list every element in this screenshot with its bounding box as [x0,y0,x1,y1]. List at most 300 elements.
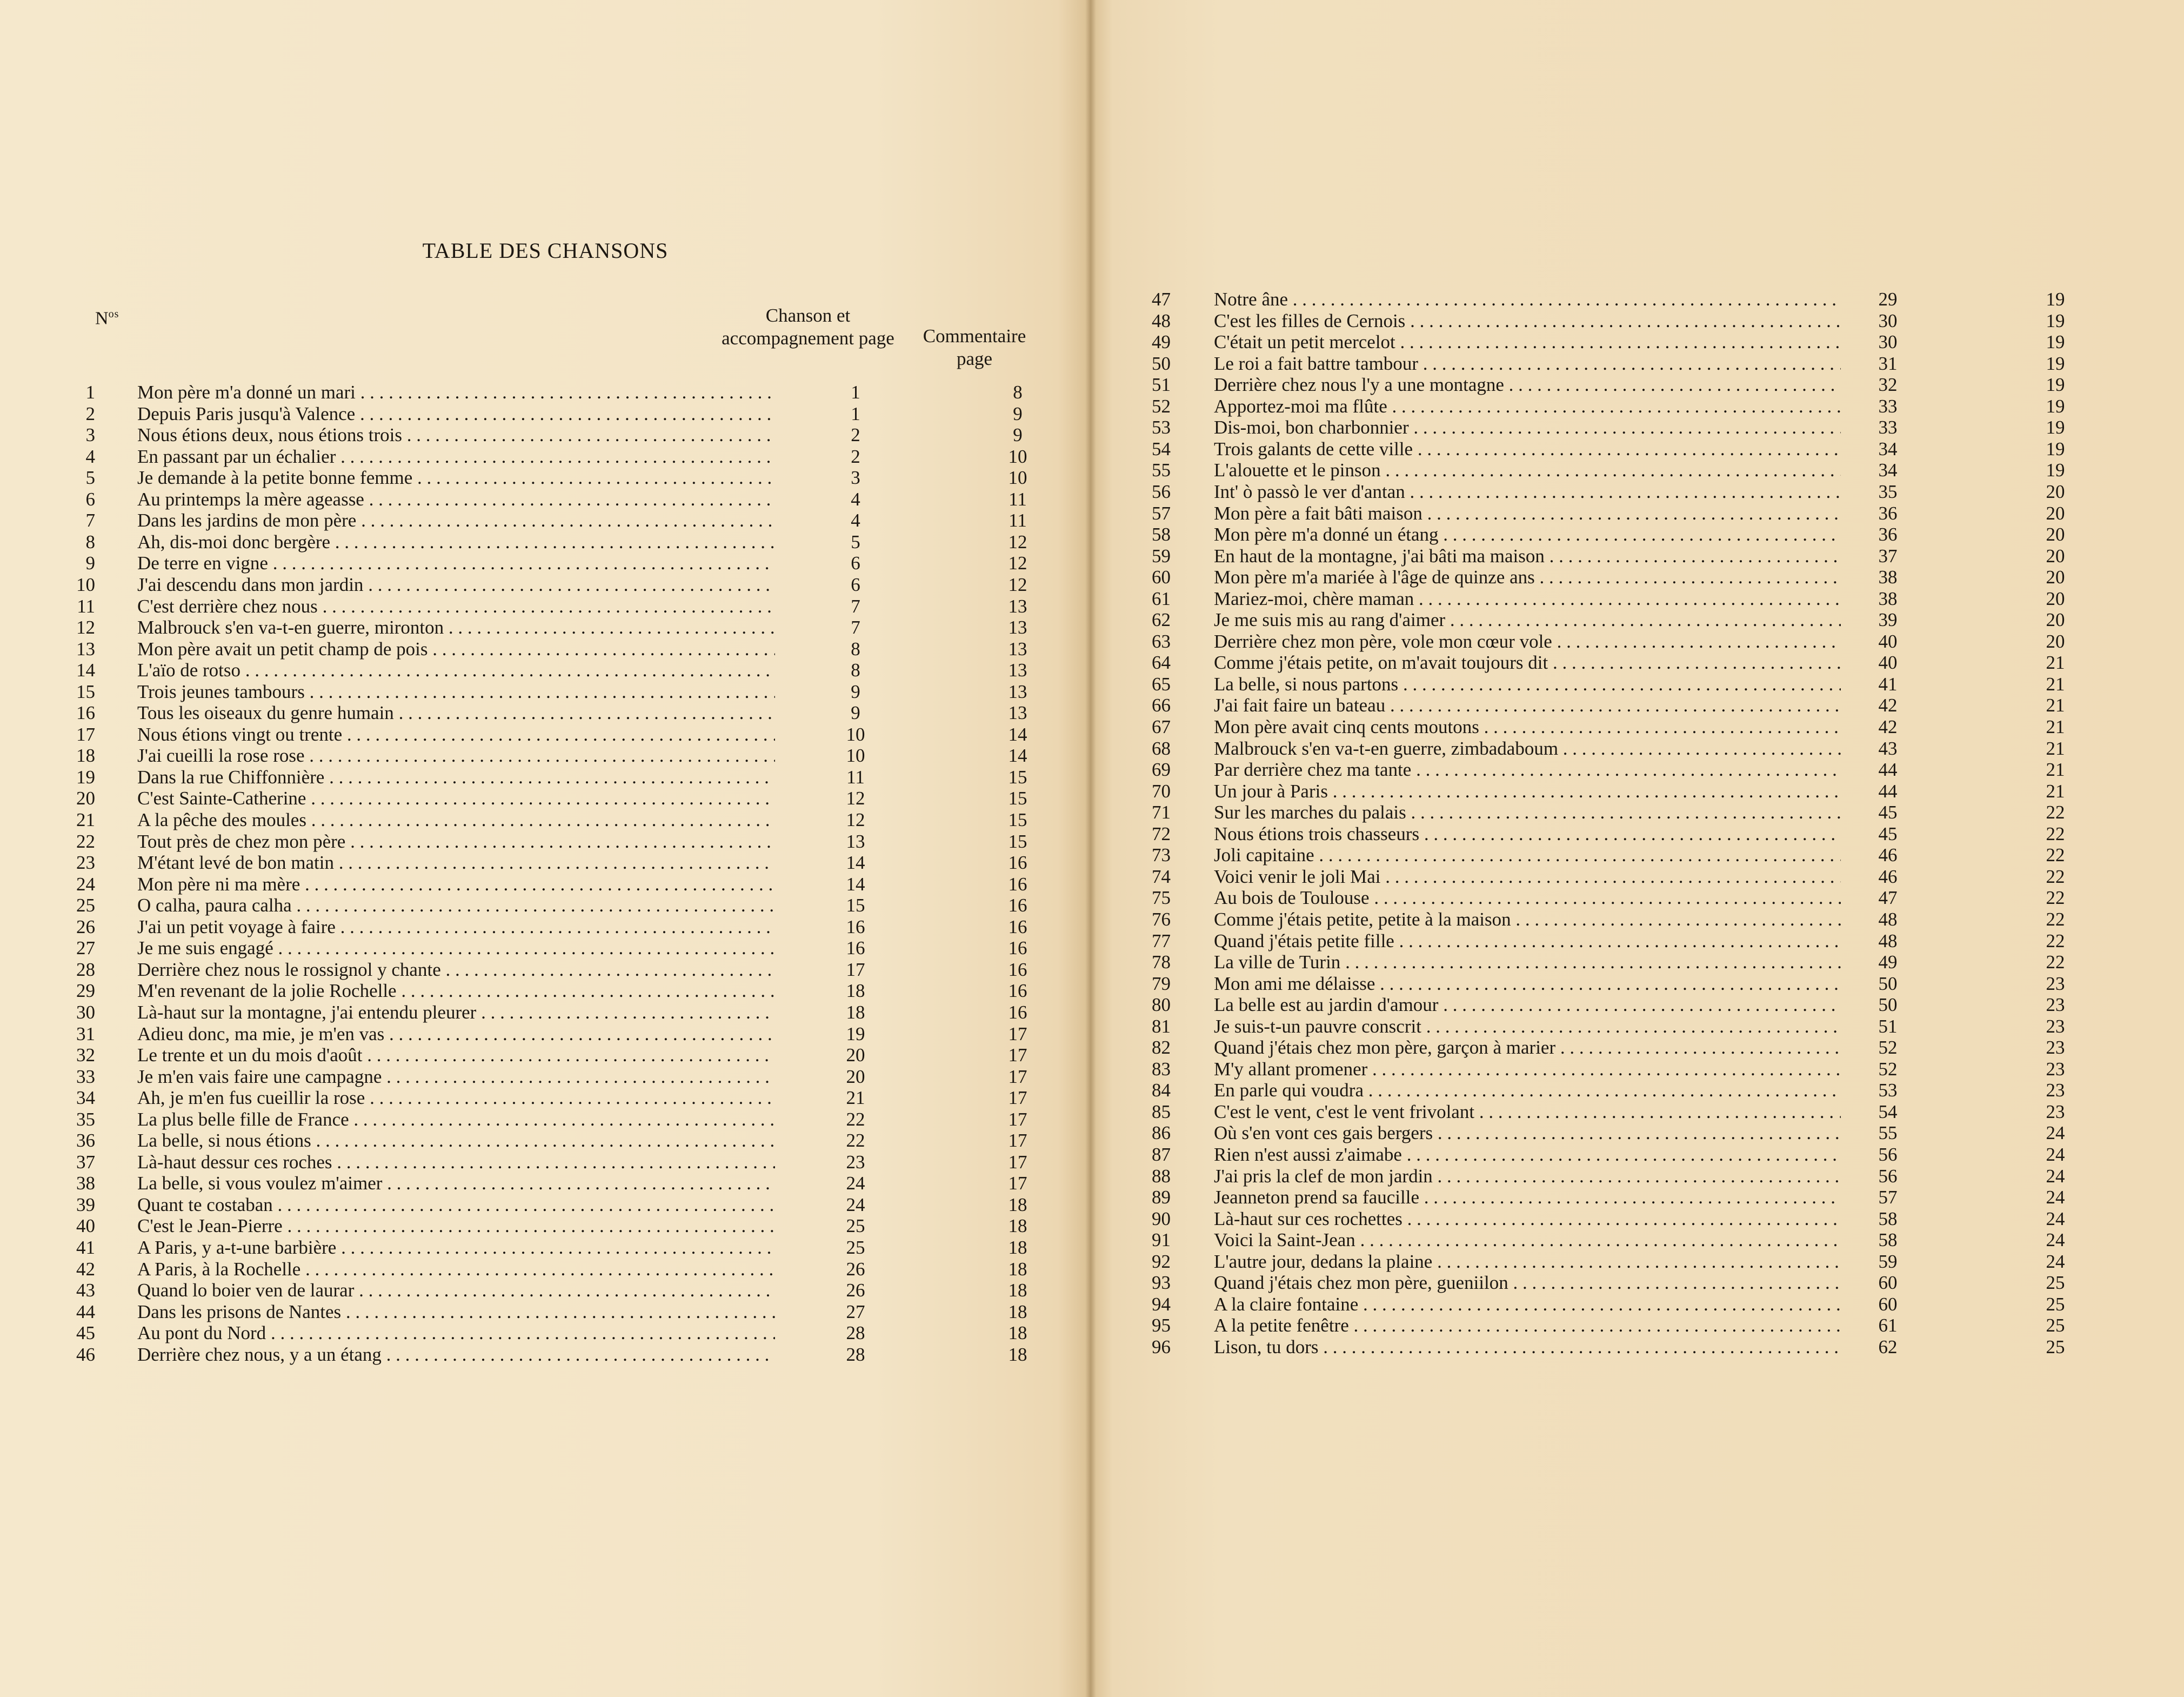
song-entry-row [41,1344,1046,1366]
chanson-page-number: 33 [1878,417,1898,438]
song-number: 74 [1152,866,1171,887]
song-entry-row [1117,674,2143,695]
song-entry-row [1117,1251,2143,1273]
song-title: Le trente et un du mois d'août . . . [137,1044,775,1066]
song-number: 93 [1152,1272,1171,1294]
chanson-page-number: 44 [1878,780,1898,802]
commentaire-page-number: 24 [2046,1250,2065,1272]
song-title: Rien n'est aussi z'aimabe . . . [1214,1144,1841,1166]
chanson-page-number: 52 [1878,1037,1898,1059]
commentaire-page-number: 18 [1008,1280,1027,1301]
song-entry-row [1117,374,2143,396]
commentaire-page-number: 21 [2046,673,2065,695]
song-title: Au printemps la mère ageasse . . . [137,489,775,510]
song-title: A la petite fenêtre . . . [1214,1315,1841,1336]
chanson-page-number: 40 [1878,630,1898,652]
song-title: Mon ami me délaisse . . . [1214,973,1841,995]
song-entry-row [41,937,1046,959]
song-number: 48 [1152,310,1171,331]
song-title: C'est derrière chez nous . . . [137,596,775,617]
chanson-page-number: 46 [1878,844,1898,866]
commentaire-page-number: 17 [1008,1173,1027,1194]
song-title: La ville de Turin . . . [1214,951,1841,973]
song-title: C'est Sainte-Catherine . . . [137,788,775,809]
song-entry-row [41,489,1046,510]
commentaire-page-number: 21 [2046,716,2065,737]
column-header-numbers-letter: N [95,308,109,329]
song-number: 50 [1152,352,1171,374]
song-title: C'est le Jean-Pierre . . . [137,1215,775,1237]
chanson-page-number: 15 [846,895,865,916]
song-entry-row [1117,1272,2143,1294]
commentaire-page-number: 23 [2046,1080,2065,1101]
chanson-page-number: 28 [846,1322,865,1344]
song-title: Quand j'étais chez mon père, gueniilon . . . [1214,1272,1841,1294]
commentaire-page-number: 19 [2046,438,2065,460]
commentaire-page-number: 24 [2046,1208,2065,1229]
chanson-page-number: 10 [846,745,865,767]
song-number: 28 [76,959,95,980]
chanson-page-number: 27 [846,1301,865,1322]
song-title: A Paris, y a-t-une barbière . . . [137,1237,775,1259]
song-entry-row [1117,951,2143,973]
song-entry-row [41,1023,1046,1045]
song-title: J'ai un petit voyage à faire . . . [137,916,775,938]
song-entry-row [1117,289,2143,310]
song-entry-row [41,852,1046,874]
song-entry-row [1117,1080,2143,1101]
commentaire-page-number: 22 [2046,866,2065,887]
song-title: Mon père m'a donné un mari . . . [137,382,775,403]
song-number: 38 [76,1173,95,1194]
commentaire-page-number: 11 [1008,488,1027,510]
song-number: 66 [1152,695,1171,716]
chanson-page-number: 33 [1878,395,1898,417]
song-title: La belle est au jardin d'amour . . . [1214,994,1841,1016]
song-number: 20 [76,788,95,809]
song-title: La belle, si nous étions . . . [137,1130,775,1152]
chanson-page-number: 5 [851,531,860,553]
song-entry-row [1117,1059,2143,1080]
song-entry-row [41,1173,1046,1194]
song-number: 49 [1152,331,1171,353]
song-number: 33 [76,1066,95,1087]
song-number: 65 [1152,673,1171,695]
song-title: J'ai fait faire un bateau . . . [1214,695,1841,716]
song-title: Où s'en vont ces gais bergers . . . [1214,1122,1841,1144]
song-title: M'étant levé de bon matin . . . [137,852,775,874]
song-number: 10 [76,574,95,595]
commentaire-page-number: 19 [2046,331,2065,353]
chanson-page-number: 6 [851,574,860,595]
song-entry-row [41,809,1046,831]
commentaire-page-number: 20 [2046,502,2065,524]
chanson-page-number: 42 [1878,716,1898,737]
chanson-page-number: 34 [1878,460,1898,481]
song-title: Tout près de chez mon père . . . [137,831,775,853]
song-entry-row [41,1152,1046,1173]
song-entry-row [1117,353,2143,375]
commentaire-page-number: 13 [1008,617,1027,638]
song-number: 37 [76,1151,95,1173]
song-entry-row [41,916,1046,938]
chanson-page-number: 14 [846,852,865,874]
commentaire-page-number: 17 [1008,1130,1027,1152]
commentaire-page-number: 24 [2046,1165,2065,1187]
song-number: 52 [1152,395,1171,417]
commentaire-page-number: 20 [2046,524,2065,545]
song-title: Par derrière chez ma tante . . . [1214,759,1841,781]
song-entry-row [1117,866,2143,888]
song-entry-row [1117,844,2143,866]
song-entry-row [41,959,1046,981]
song-title: Ah, dis-moi donc bergère . . . [137,531,775,553]
chanson-page-number: 36 [1878,502,1898,524]
commentaire-page-number: 9 [1013,403,1023,424]
song-entry-row [41,660,1046,681]
commentaire-page-number: 17 [1008,1087,1027,1109]
song-title: Nous étions vingt ou trente . . . [137,724,775,746]
song-number: 94 [1152,1293,1171,1315]
song-entry-row [1117,652,2143,674]
song-entry-row [41,1066,1046,1088]
song-title: Mon père m'a mariée à l'âge de quinze ans . . . [1214,567,1841,588]
chanson-page-number: 30 [1878,331,1898,353]
chanson-page-number: 45 [1878,802,1898,823]
commentaire-page-number: 25 [2046,1336,2065,1357]
chanson-page-number: 36 [1878,524,1898,545]
chanson-page-number: 28 [846,1343,865,1365]
song-entry-row [41,1259,1046,1280]
chanson-page-number: 56 [1878,1165,1898,1187]
song-entry-row [1117,716,2143,738]
song-entry-row [41,1109,1046,1130]
commentaire-page-number: 24 [2046,1229,2065,1251]
commentaire-page-number: 20 [2046,609,2065,631]
song-number: 43 [76,1280,95,1301]
commentaire-page-number: 21 [2046,780,2065,802]
song-title: O calha, paura calha . . . [137,895,775,916]
song-title: Là-haut sur ces rochettes . . . [1214,1208,1841,1230]
commentaire-page-number: 25 [2046,1272,2065,1294]
page-title: TABLE DES CHANSONS [422,238,669,263]
song-number: 31 [76,1023,95,1044]
song-number: 54 [1152,438,1171,460]
song-entry-row [41,724,1046,746]
commentaire-page-number: 8 [1013,382,1023,403]
song-number: 75 [1152,887,1171,909]
chanson-page-number: 9 [851,702,860,724]
song-title: Nous étions trois chasseurs . . . [1214,823,1841,845]
commentaire-page-number: 12 [1008,553,1027,574]
song-number: 58 [1152,524,1171,545]
column-header-numbers-superscript: os [108,308,119,320]
commentaire-page-number: 23 [2046,1015,2065,1037]
song-number: 41 [76,1237,95,1258]
song-number: 79 [1152,973,1171,994]
commentaire-page-number: 22 [2046,951,2065,973]
song-number: 25 [76,895,95,916]
song-number: 47 [1152,289,1171,310]
chanson-page-number: 58 [1878,1208,1898,1229]
song-number: 60 [1152,567,1171,588]
commentaire-page-number: 22 [2046,823,2065,844]
chanson-page-number: 22 [846,1130,865,1152]
song-title: Au pont du Nord . . . [137,1322,775,1344]
commentaire-page-number: 20 [2046,567,2065,588]
song-title: L'alouette et le pinson . . . [1214,460,1841,481]
commentaire-page-number: 10 [1008,445,1027,467]
song-entry-row [1117,1187,2143,1208]
chanson-page-number: 23 [846,1151,865,1173]
commentaire-page-number: 23 [2046,994,2065,1016]
song-number: 30 [76,1001,95,1023]
song-number: 3 [85,424,95,446]
song-title: A la pêche des moules . . . [137,809,775,831]
chanson-page-number: 25 [846,1215,865,1237]
song-entry-row [41,1215,1046,1237]
song-title: C'est le vent, c'est le vent frivolant . . . [1214,1101,1841,1123]
song-number: 39 [76,1194,95,1215]
song-title: Quand lo boier ven de laurar . . . [137,1280,775,1301]
song-title: Mon père m'a donné un étang . . . [1214,524,1841,545]
song-entry-row [1117,1037,2143,1059]
song-title: Comme j'étais petite, on m'avait toujours dit . . . [1214,652,1841,674]
song-number: 61 [1152,588,1171,609]
song-number: 95 [1152,1315,1171,1336]
chanson-page-number: 24 [846,1194,865,1215]
song-entry-row [1117,1016,2143,1037]
chanson-page-number: 3 [851,467,860,489]
chanson-page-number: 1 [851,382,860,403]
commentaire-page-number: 19 [2046,374,2065,396]
song-number: 42 [76,1258,95,1280]
song-number: 35 [76,1108,95,1130]
chanson-page-number: 18 [846,1001,865,1023]
commentaire-page-number: 22 [2046,802,2065,823]
song-entry-row [1117,609,2143,631]
chanson-page-number: 56 [1878,1144,1898,1165]
song-entry-row [41,1044,1046,1066]
song-entry-row [41,424,1046,446]
song-title: L'aïo de rotso . . . [137,660,775,681]
chanson-page-number: 60 [1878,1272,1898,1294]
chanson-page-number: 51 [1878,1015,1898,1037]
song-title: La belle, si nous partons . . . [1214,674,1841,695]
chanson-page-number: 20 [846,1044,865,1066]
chanson-page-number: 48 [1878,930,1898,951]
song-title: Au bois de Toulouse . . . [1214,887,1841,909]
song-number: 16 [76,702,95,724]
song-entry-row [1117,781,2143,802]
song-entry-row [1117,973,2143,995]
commentaire-page-number: 18 [1008,1301,1027,1322]
song-number: 34 [76,1087,95,1109]
commentaire-page-number: 18 [1008,1322,1027,1344]
commentaire-page-number: 10 [1008,467,1027,489]
song-entry-row [1117,1166,2143,1187]
commentaire-page-number: 18 [1008,1215,1027,1237]
chanson-page-number: 38 [1878,588,1898,609]
commentaire-page-number: 22 [2046,930,2065,951]
song-number: 12 [76,617,95,638]
commentaire-page-number: 18 [1008,1194,1027,1215]
song-entry-row [41,1087,1046,1109]
commentaire-page-number: 17 [1008,1044,1027,1066]
chanson-page-number: 25 [846,1237,865,1258]
song-number: 6 [85,488,95,510]
song-number: 85 [1152,1101,1171,1122]
chanson-page-number: 48 [1878,908,1898,930]
commentaire-page-number: 18 [1008,1258,1027,1280]
chanson-page-number: 26 [846,1258,865,1280]
commentaire-page-number: 16 [1008,852,1027,874]
commentaire-page-number: 14 [1008,745,1027,767]
song-entry-row [1117,331,2143,353]
commentaire-page-number: 23 [2046,973,2065,994]
song-number: 90 [1152,1208,1171,1229]
chanson-page-number: 22 [846,1108,865,1130]
song-entry-row [41,980,1046,1002]
song-number: 7 [85,510,95,531]
song-number: 40 [76,1215,95,1237]
commentaire-page-number: 17 [1008,1023,1027,1044]
commentaire-page-number: 16 [1008,916,1027,937]
chanson-page-number: 30 [1878,310,1898,331]
chanson-page-number: 60 [1878,1293,1898,1315]
song-entry-row [41,382,1046,403]
song-entry-row [1117,588,2143,610]
song-title: Je demande à la petite bonne femme . . . [137,467,775,489]
commentaire-page-number: 20 [2046,481,2065,502]
song-entry-row [1117,1315,2143,1336]
chanson-page-number: 40 [1878,652,1898,674]
song-entry-row [1117,460,2143,481]
song-entry-row [1117,545,2143,567]
chanson-page-number: 59 [1878,1250,1898,1272]
chanson-page-number: 32 [1878,374,1898,396]
commentaire-page-number: 23 [2046,1037,2065,1059]
song-title: Mon père a fait bâti maison . . . [1214,503,1841,524]
song-number: 14 [76,660,95,681]
commentaire-page-number: 20 [2046,545,2065,567]
song-entry-row [1117,310,2143,332]
commentaire-page-number: 21 [2046,652,2065,674]
song-title: Mariez-moi, chère maman . . . [1214,588,1841,610]
song-entry-row [1117,1229,2143,1251]
song-number: 32 [76,1044,95,1066]
song-title: Quand j'étais petite fille . . . [1214,930,1841,952]
chanson-page-number: 8 [851,638,860,660]
song-entry-row [1117,438,2143,460]
commentaire-page-number: 13 [1008,595,1027,617]
song-entry-row [41,596,1046,617]
song-number: 80 [1152,994,1171,1016]
song-title: Je me suis engagé . . . [137,937,775,959]
song-title: Derrière chez mon père, vole mon cœur vole . . . [1214,631,1841,653]
song-entry-row [41,553,1046,574]
song-number: 5 [85,467,95,489]
song-entry-row [1117,759,2143,781]
song-title: En haut de la montagne, j'ai bâti ma maison . . . [1214,545,1841,567]
chanson-page-number: 54 [1878,1101,1898,1122]
song-number: 87 [1152,1144,1171,1165]
song-entry-row [1117,695,2143,716]
song-title: Je suis-t-un pauvre conscrit . . . [1214,1016,1841,1037]
song-title: A la claire fontaine . . . [1214,1294,1841,1315]
commentaire-page-number: 23 [2046,1101,2065,1122]
song-number: 92 [1152,1250,1171,1272]
song-title: Adieu donc, ma mie, je m'en vas . . . [137,1023,775,1045]
chanson-page-number: 20 [846,1066,865,1087]
song-entry-row [41,1280,1046,1301]
song-number: 46 [76,1343,95,1365]
song-title: La belle, si vous voulez m'aimer . . . [137,1173,775,1194]
chanson-page-number: 16 [846,916,865,937]
column-header-commentaire-page: Commentaire page [923,325,1026,369]
chanson-page-number: 12 [846,809,865,830]
song-title: Le roi a fait battre tambour . . . [1214,353,1841,375]
chanson-page-number: 61 [1878,1315,1898,1336]
song-entry-row [1117,1294,2143,1315]
song-entry-row [41,1194,1046,1216]
song-number: 19 [76,766,95,788]
song-entry-row [1117,481,2143,503]
song-title: Depuis Paris jusqu'à Valence . . . [137,403,775,425]
song-number: 91 [1152,1229,1171,1251]
song-entry-row [41,1130,1046,1152]
song-entry-row [1117,909,2143,930]
commentaire-page-number: 24 [2046,1122,2065,1144]
song-number: 84 [1152,1080,1171,1101]
song-title: Ah, je m'en fus cueillir la rose . . . [137,1087,775,1109]
song-number: 83 [1152,1058,1171,1080]
song-number: 51 [1152,374,1171,396]
song-entry-row [41,1301,1046,1323]
chanson-page-number: 11 [846,766,865,788]
commentaire-page-number: 19 [2046,395,2065,417]
song-number: 67 [1152,716,1171,737]
commentaire-page-number: 20 [2046,630,2065,652]
song-number: 24 [76,873,95,895]
song-title: Int' ò passò le ver d'antan . . . [1214,481,1841,503]
chanson-page-number: 57 [1878,1187,1898,1208]
chanson-page-number: 4 [851,488,860,510]
commentaire-page-number: 15 [1008,809,1027,830]
commentaire-page-number: 19 [2046,289,2065,310]
chanson-page-number: 1 [851,403,860,424]
song-number: 11 [77,595,95,617]
song-number: 1 [85,382,95,403]
chanson-page-number: 21 [846,1087,865,1109]
song-entry-row [41,574,1046,596]
chanson-page-number: 26 [846,1280,865,1301]
chanson-page-number: 52 [1878,1058,1898,1080]
song-title: J'ai pris la clef de mon jardin . . . [1214,1166,1841,1187]
song-entry-row [41,681,1046,703]
song-entry-row [1117,823,2143,845]
song-entry-row [41,403,1046,425]
song-number: 77 [1152,930,1171,951]
song-entry-row [41,467,1046,489]
commentaire-page-number: 24 [2046,1187,2065,1208]
song-number: 78 [1152,951,1171,973]
chanson-page-number: 29 [1878,289,1898,310]
chanson-page-number: 31 [1878,352,1898,374]
chanson-page-number: 8 [851,660,860,681]
song-title: M'en revenant de la jolie Rochelle . . . [137,980,775,1002]
chanson-page-number: 12 [846,788,865,809]
